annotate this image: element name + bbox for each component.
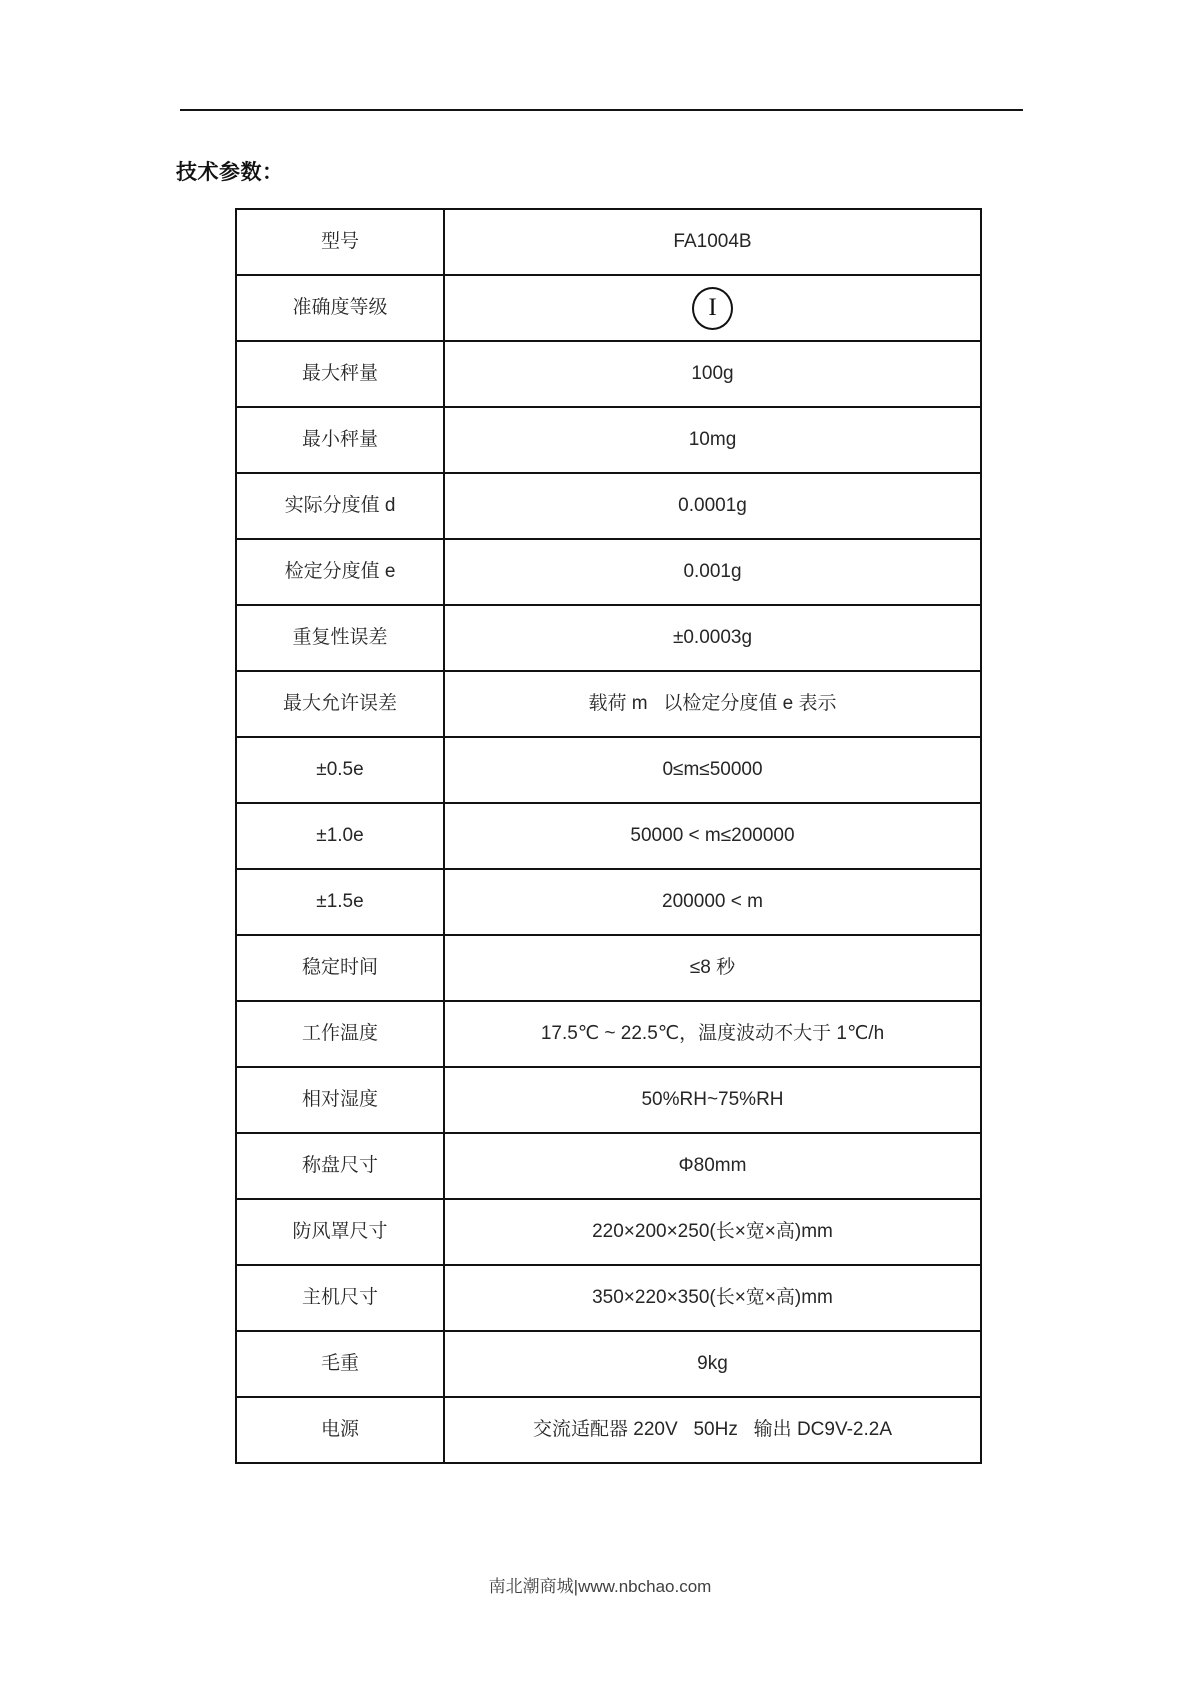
spec-value-cell: 交流适配器 220V 50Hz 输出 DC9V-2.2A	[444, 1397, 981, 1463]
table-row	[236, 473, 981, 539]
spec-value-cell: 50%RH~75%RH	[444, 1067, 981, 1133]
table-row	[236, 407, 981, 473]
spec-value-cell: 220×200×250(长×宽×高)mm	[444, 1199, 981, 1265]
spec-label-cell: 毛重	[236, 1331, 444, 1397]
accuracy-class-circled-badge: I	[692, 287, 733, 330]
spec-value-cell: 200000 < m	[444, 869, 981, 935]
table-row	[236, 209, 981, 275]
spec-label-cell: ±1.5e	[236, 869, 444, 935]
table-row	[236, 1265, 981, 1331]
spec-label-cell: 相对湿度	[236, 1067, 444, 1133]
table-row	[236, 1331, 981, 1397]
spec-label-cell: 防风罩尺寸	[236, 1199, 444, 1265]
spec-label-cell: 型号	[236, 209, 444, 275]
spec-label-cell: 检定分度值 e	[236, 539, 444, 605]
page-footer	[0, 1574, 1200, 1600]
header-divider	[180, 109, 1023, 111]
spec-value-cell: 50000 < m≤200000	[444, 803, 981, 869]
spec-value-cell: 0.001g	[444, 539, 981, 605]
spec-label-cell: 最大允许误差	[236, 671, 444, 737]
spec-value-cell: 0.0001g	[444, 473, 981, 539]
table-row	[236, 275, 981, 341]
spec-label-cell: 电源	[236, 1397, 444, 1463]
spec-label-cell: 主机尺寸	[236, 1265, 444, 1331]
spec-label-cell: 准确度等级	[236, 275, 444, 341]
spec-value-cell: 350×220×350(长×宽×高)mm	[444, 1265, 981, 1331]
spec-label-cell: 工作温度	[236, 1001, 444, 1067]
spec-label-cell: 重复性误差	[236, 605, 444, 671]
table-row	[236, 341, 981, 407]
table-row	[236, 1397, 981, 1463]
spec-table-body	[236, 209, 981, 1463]
table-row	[236, 539, 981, 605]
spec-label-cell: 最大秤量	[236, 341, 444, 407]
table-row	[236, 869, 981, 935]
spec-value-cell: ±0.0003g	[444, 605, 981, 671]
spec-label-cell: 称盘尺寸	[236, 1133, 444, 1199]
footer-site-name: 南北潮商城	[488, 1577, 574, 1596]
table-row	[236, 1199, 981, 1265]
spec-value-cell	[444, 275, 981, 341]
spec-value-cell: FA1004B	[444, 209, 981, 275]
table-row	[236, 1067, 981, 1133]
table-row	[236, 671, 981, 737]
spec-table	[235, 208, 982, 1464]
table-row	[236, 1133, 981, 1199]
table-row	[236, 605, 981, 671]
spec-label-cell: 最小秤量	[236, 407, 444, 473]
page-title: 技术参数：	[176, 161, 284, 184]
table-row	[236, 737, 981, 803]
spec-label-cell: 实际分度值 d	[236, 473, 444, 539]
spec-value-cell: 17.5℃ ~ 22.5℃，温度波动不大于 1℃/h	[444, 1001, 981, 1067]
spec-value-cell: 9kg	[444, 1331, 981, 1397]
footer-url: |www.nbchao.com	[573, 1577, 712, 1596]
spec-value-cell: 0≤m≤50000	[444, 737, 981, 803]
table-row	[236, 803, 981, 869]
table-row	[236, 935, 981, 1001]
table-row	[236, 1001, 981, 1067]
spec-label-cell: ±1.0e	[236, 803, 444, 869]
spec-label-cell: ±0.5e	[236, 737, 444, 803]
spec-value-cell: 10mg	[444, 407, 981, 473]
spec-value-cell: 载荷 m 以检定分度值 e 表示	[444, 671, 981, 737]
spec-label-cell: 稳定时间	[236, 935, 444, 1001]
spec-value-cell: Φ80mm	[444, 1133, 981, 1199]
spec-value-cell: ≤8 秒	[444, 935, 981, 1001]
spec-value-cell: 100g	[444, 341, 981, 407]
